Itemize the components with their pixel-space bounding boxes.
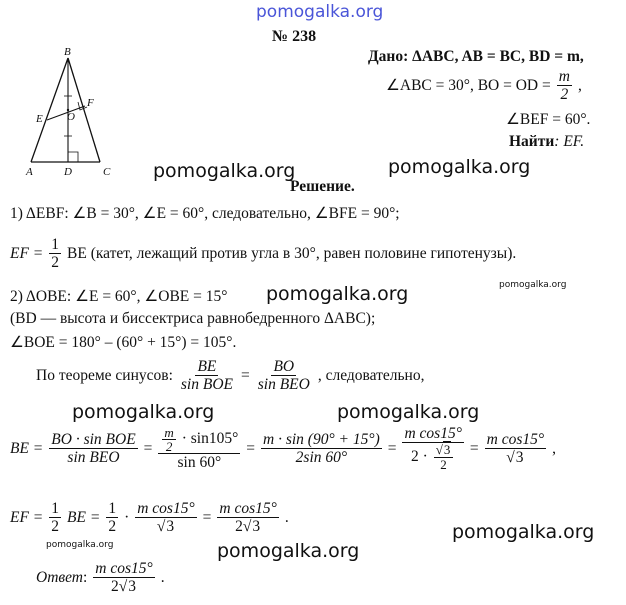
given-line-3: ∠BEF = 60°. xyxy=(506,111,591,128)
label-f: F xyxy=(87,97,94,109)
side-ab xyxy=(31,58,68,162)
watermark-bottom: pomogalka.org xyxy=(217,540,360,562)
watermark-mid-left: pomogalka.org xyxy=(153,160,296,182)
step1-ef: EF = $\frac{1}{2}$ BE (катет, лежащий против угла в 30°, равен половине гипотенузы). xyxy=(10,236,517,271)
step2-line-2: (BD — высота и биссектриса равнобедренного ΔABC); xyxy=(10,310,376,327)
answer-line: Ответ: $\frac{\text{m cos15°}}{2√3}$ . xyxy=(36,560,165,595)
watermark-top: pomogalka.org xyxy=(256,2,384,22)
step2-line-3: ∠BOE = 180° – (60° + 15°) = 105°. xyxy=(10,334,237,351)
given-line-1: Дано: ΔABC, AB = BC, BD = m, xyxy=(368,48,584,65)
watermark-mid-right: pomogalka.org xyxy=(388,156,531,178)
label-o: O xyxy=(67,111,75,123)
label-c: C xyxy=(103,166,111,178)
label-a: A xyxy=(26,166,33,178)
watermark-lower-right: pomogalka.org xyxy=(452,521,595,543)
watermark-step2: pomogalka.org xyxy=(266,283,409,305)
label-e: E xyxy=(36,113,43,125)
given-line-2: ∠ABC = 30°, BO = OD = $\frac{m}{2}$ , xyxy=(386,68,582,103)
right-angle-d xyxy=(68,152,78,162)
watermark-sines-right: pomogalka.org xyxy=(337,401,480,423)
label-d: D xyxy=(64,166,72,178)
be-formula: BE = $\frac{\text{BO · sin BOE}}{\text{sin BEO}}$ = $\frac{m}{2}$ · sin105° sin 60° = $\frac{m \cdot \sin (90^\circ + 15^\circ)}{2\sin 60^\circ}$ = m cos15° 2 · $\frac{√3}{2}$ = $\frac{\text{m cos15°}}{√3}$ , xyxy=(10,425,556,472)
watermark-small-left: pomogalka.org xyxy=(46,540,114,550)
watermark-small-right: pomogalka.org xyxy=(499,280,567,290)
ef-formula: EF = $\frac{1}{2}$ BE = $\frac{1}{2}$ · $\frac{\text{m cos15°}}{√3}$ = $\frac{\text{m cos15°}}{2√3}$ . xyxy=(10,500,289,535)
label-b: B xyxy=(64,46,71,58)
solution-title: Решение. xyxy=(290,178,355,195)
sine-theorem-line: По теореме синусов: $\frac{BE}{\text{sin BOE}}$ = $\frac{BO}{\text{sin BEO}}$ , следовательно, xyxy=(36,358,425,393)
problem-number: № 238 xyxy=(272,28,317,45)
triangle-figure xyxy=(28,44,128,180)
step2-line-1: 2) ΔOBE: ∠E = 60°, ∠OBE = 15° xyxy=(10,288,228,305)
find-line: Найти: EF. xyxy=(509,133,585,150)
watermark-sines-left: pomogalka.org xyxy=(72,401,215,423)
step1-line: 1) ΔEBF: ∠B = 30°, ∠E = 60°, следовательно, ∠BFE = 90°; xyxy=(10,205,400,222)
